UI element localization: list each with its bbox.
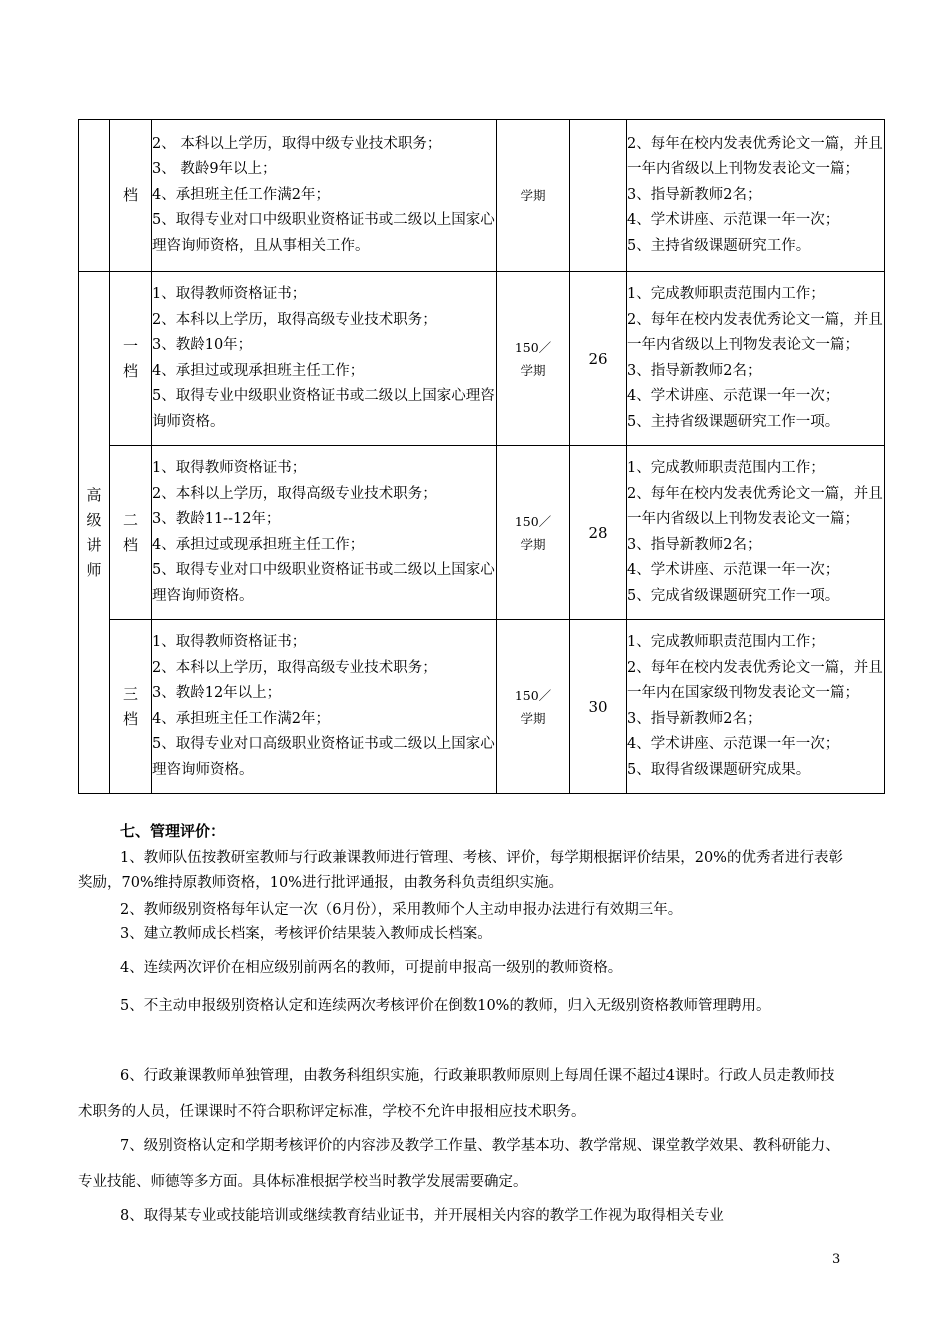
- hours-cell: 30: [570, 620, 627, 794]
- teacher-grade-table: [78, 119, 885, 794]
- paragraph: 2、教师级别资格每年认定一次（6月份），采用教师个人主动申报办法进行有效期三年。: [120, 902, 683, 918]
- level-cell: 二档: [110, 446, 152, 620]
- period-cell: 150／ 学期: [497, 272, 570, 446]
- hours-cell: 28: [570, 446, 627, 620]
- hours-cell: 26: [570, 272, 627, 446]
- duties-cell: 1、完成教师职责范围内工作； 2、每年在校内发表优秀论文一篇，并且一年内省级以上刊物发表论文一篇； 3、指导新教师2名； 4、学术讲座、示范课一年一次； 5、完成省级课题研究工作一项。: [627, 446, 885, 620]
- requirements-cell: 1、取得教师资格证书； 2、本科以上学历，取得高级专业技术职务； 3、教龄10年； 4、承担过或现承担班主任工作； 5、取得专业中级职业资格证书或二级以上国家心理咨询师资格。: [152, 272, 497, 446]
- paragraph: 4、连续两次评价在相应级别前两名的教师，可提前申报高一级别的教师资格。: [120, 960, 623, 976]
- section-title: 七、管理评价：: [120, 822, 226, 840]
- table-row: [79, 272, 885, 446]
- table-row: [79, 120, 885, 272]
- paragraph: 5、不主动申报级别资格认定和连续两次考核评价在倒数10%的教师，归入无级别资格教师管理聘用。: [120, 998, 771, 1014]
- table-row: [79, 446, 885, 620]
- requirements-cell: 2、 本科以上学历，取得中级专业技术职务； 3、 教龄9年以上； 4、承担班主任工作满2年； 5、取得专业对口中级职业资格证书或二级以上国家心理咨询师资格，且从事相关工作。: [152, 120, 497, 272]
- period-cell: 150／ 学期: [497, 620, 570, 794]
- level-cell: 一档: [110, 272, 152, 446]
- duties-cell: 1、完成教师职责范围内工作； 2、每年在校内发表优秀论文一篇，并且一年内省级以上刊物发表论文一篇； 3、指导新教师2名； 4、学术讲座、示范课一年一次； 5、主持省级课题研究工作一项。: [627, 272, 885, 446]
- table-row: [79, 620, 885, 794]
- period-cell: 150／ 学期: [497, 446, 570, 620]
- paragraph: 8、取得某专业或技能培训或继续教育结业证书，并开展相关内容的教学工作视为取得相关专业: [120, 1208, 724, 1224]
- paragraph: 3、建立教师成长档案，考核评价结果装入教师成长档案。: [120, 926, 492, 942]
- duties-cell: 2、每年在校内发表优秀论文一篇，并且一年内省级以上刊物发表论文一篇； 3、指导新教师2名； 4、学术讲座、示范课一年一次； 5、主持省级课题研究工作。: [627, 120, 885, 272]
- duties-cell: 1、完成教师职责范围内工作； 2、每年在校内发表优秀论文一篇，并且一年内在国家级刊物发表论文一篇； 3、指导新教师2名； 4、学术讲座、示范课一年一次； 5、取得省级课题研究成果。: [627, 620, 885, 794]
- paragraph: 7、级别资格认定和学期考核评价的内容涉及教学工作量、教学基本功、教学常规、课堂教学效果、教科研能力、专业技能、师德等多方面。具体标准根据学校当时教学发展需要确定。: [78, 1138, 840, 1190]
- category-cell: 高级讲师: [79, 272, 110, 794]
- requirements-cell: 1、取得教师资格证书； 2、本科以上学历，取得高级专业技术职务； 3、教龄12年以上； 4、承担班主任工作满2年； 5、取得专业对口高级职业资格证书或二级以上国家心理咨询师资格。: [152, 620, 497, 794]
- level-cell: 档: [110, 120, 152, 272]
- category-cell: [79, 120, 110, 272]
- paragraph: 6、行政兼课教师单独管理，由教务科组织实施，行政兼职教师原则上每周任课不超过4课时。行政人员走教师技术职务的人员，任课课时不符合职称评定标准，学校不允许申报相应技术职务。: [78, 1068, 835, 1120]
- hours-cell: [570, 120, 627, 272]
- page-number: 3: [832, 1252, 841, 1267]
- level-cell: 三档: [110, 620, 152, 794]
- requirements-cell: 1、取得教师资格证书； 2、本科以上学历，取得高级专业技术职务； 3、教龄11--12年； 4、承担过或现承担班主任工作； 5、取得专业对口中级职业资格证书或二级以上国家心理咨询师资格。: [152, 446, 497, 620]
- period-cell: 学期: [497, 120, 570, 272]
- paragraph: 1、教师队伍按教研室教师与行政兼课教师进行管理、考核、评价，每学期根据评价结果，20%的优秀者进行表彰奖励，70%维持原教师资格，10%进行批评通报，由教务科负责组织实施。: [78, 850, 843, 891]
